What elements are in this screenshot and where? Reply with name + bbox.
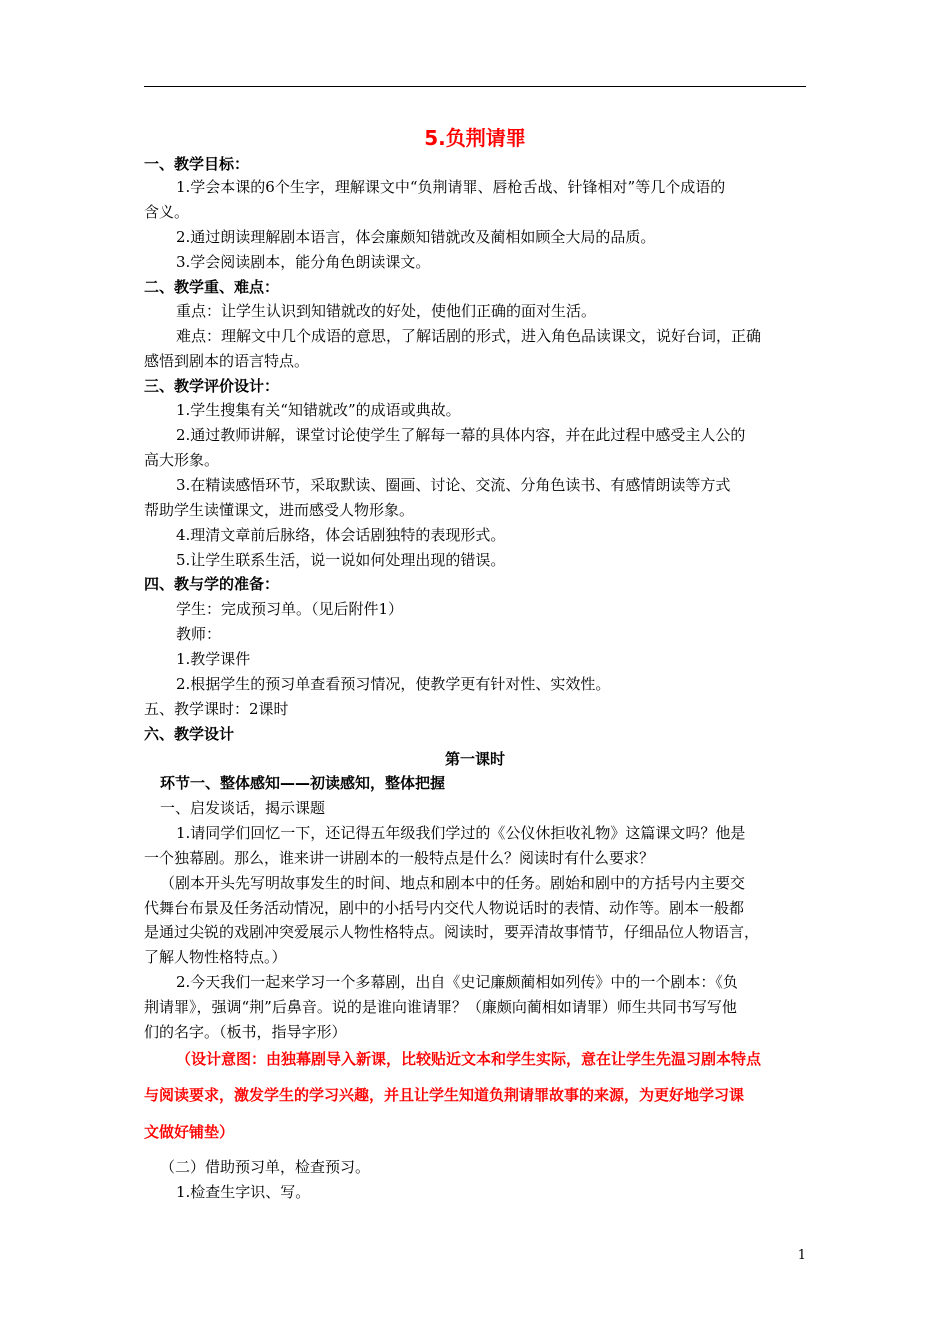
text-line: 第一课时 [444,750,505,768]
text-line: 代舞台布景及任务活动情况，剧中的小括号内交代人物说话时的表情、动作等。剧本一般都 [144,899,745,917]
text-line: 1.检查生字识、写。 [176,1183,311,1201]
text-line: 学生：完成预习单。（见后附件1） [176,600,404,618]
text-line: 环节一、整体感知——初读感知，整体把握 [160,774,446,792]
text-line: 2.根据学生的预习单查看预习情况，使教学更有针对性、实效性。 [176,675,611,693]
page-number: 1 [797,1248,806,1263]
text-line: 五、教学课时：2课时 [144,700,289,718]
text-line: 四、教与学的准备： [144,575,280,593]
text-line: 二、教学重、难点： [144,278,280,296]
text-line: 感悟到剧本的语言特点。 [144,352,310,370]
text-line: 六、教学设计 [144,725,235,743]
header-rule [144,86,806,87]
text-line: （剧本开头先写明故事发生的时间、地点和剧本中的任务。剧始和剧中的方括号内主要交 [160,874,746,892]
text-line: （二）借助预习单，检查预习。 [160,1158,371,1176]
text-line: 与阅读要求，激发学生的学习兴趣，并且让学生知道负荆请罪故事的来源，为更好地学习课 [144,1086,745,1104]
text-line: 一、启发谈话，揭示课题 [160,799,326,817]
text-line: 3.在精读感悟环节，采取默读、圈画、讨论、交流、分角色读书、有感情朗读等方式 [176,476,731,494]
text-line: 难点：理解文中几个成语的意思，了解话剧的形式，进入角色品读课文，说好台词，正确 [176,327,762,345]
text-line: 2.通过教师讲解，课堂讨论使学生了解每一幕的具体内容，并在此过程中感受主人公的 [176,426,746,444]
document-title: 5.负荆请罪 [424,126,526,150]
text-line: 2.通过朗读理解剧本语言，体会廉颇知错就改及蔺相如顾全大局的品质。 [176,228,656,246]
text-line: 2.今天我们一起来学习一个多幕剧，出自《史记廉颇蔺相如列传》中的一个剧本：《负 [176,973,738,991]
text-line: 高大形象。 [144,451,220,469]
text-line: 荆请罪》，强调“荆”后鼻音。说的是谁向谁请罪？（廉颇向蔺相如请罪）师生共同书写写他 [144,998,737,1016]
text-line: 三、教学评价设计： [144,377,280,395]
text-line: 文做好铺垫） [144,1123,235,1141]
text-line: 含义。 [144,203,190,221]
text-line: 教师： [176,625,222,643]
text-line: 1.学生搜集有关“知错就改”的成语或典故。 [176,401,461,419]
text-line: 4.理清文章前后脉络，体会话剧独特的表现形式。 [176,526,506,544]
text-line: 帮助学生读懂课文，进而感受人物形象。 [144,501,415,519]
text-line: 1.请同学们回忆一下，还记得五年级我们学过的《公仪休拒收礼物》这篇课文吗？他是 [176,824,746,842]
text-line: 5.让学生联系生活，说一说如何处理出现的错误。 [176,551,506,569]
text-line: 一个独幕剧。那么，谁来讲一讲剧本的一般特点是什么？阅读时有什么要求？ [144,849,655,867]
text-line: 1.学会本课的6个生字，理解课文中“负荆请罪、唇枪舌战、针锋相对”等几个成语的 [176,178,726,196]
text-line: 们的名字。（板书，指导字形） [144,1023,347,1041]
text-line: 1.教学课件 [176,650,251,668]
text-line: （设计意图：由独幕剧导入新课，比较贴近文本和学生实际，意在让学生先温习剧本特点 [176,1050,762,1068]
text-line: 了解人物性格特点。） [144,948,287,966]
text-line: 重点：让学生认识到知错就改的好处，使他们正确的面对生活。 [176,302,597,320]
text-line: 一、教学目标： [144,155,250,173]
text-line: 3.学会阅读剧本，能分角色朗读课文。 [176,253,431,271]
text-line: 是通过尖锐的戏剧冲突爱展示人物性格特点。阅读时，要弄清故事情节，仔细品位人物语言， [144,923,760,941]
